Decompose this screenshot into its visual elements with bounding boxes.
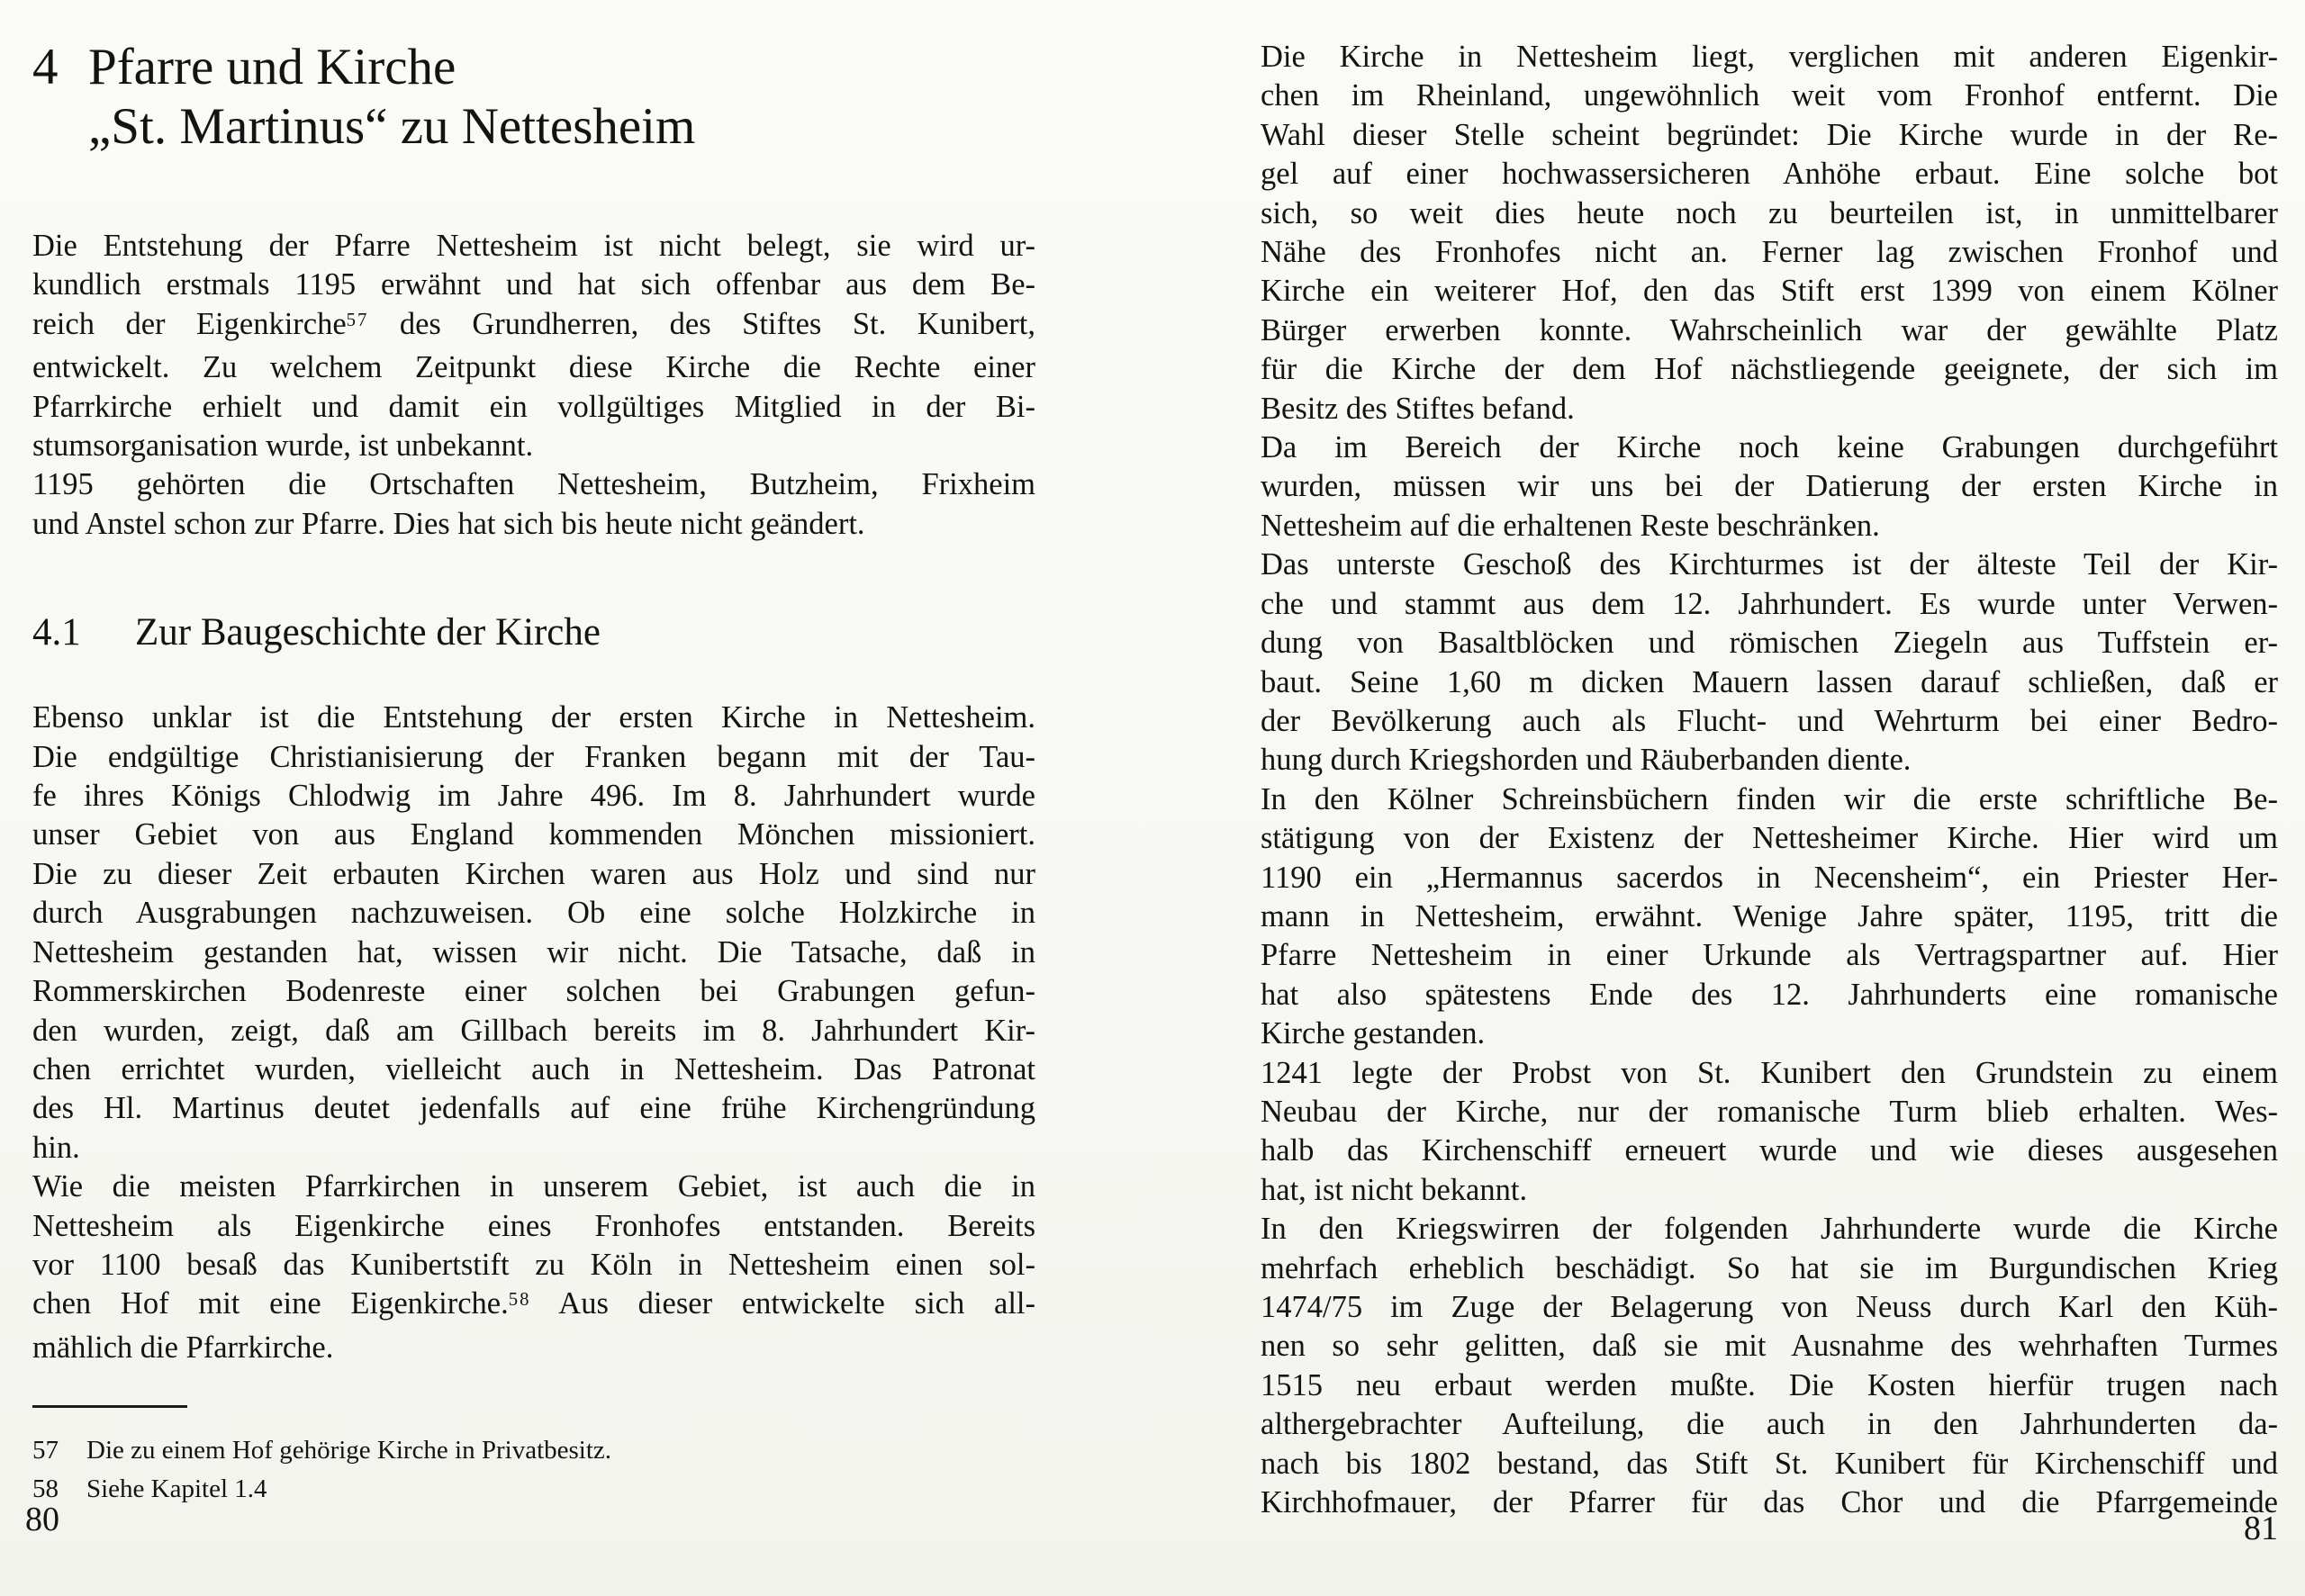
intro-paragraphs (32, 227, 1035, 544)
text-line: Die zu dieser Zeit erbauten Kirchen waren aus Holz und sind nur (32, 856, 1035, 891)
paragraph (32, 1168, 1035, 1367)
right-page-paragraphs (1261, 38, 2278, 1522)
text-line: hat also spätestens Ende des 12. Jahrhunderts eine romanische (1261, 977, 2278, 1012)
chapter-number: 4 (32, 39, 59, 95)
text-line: durch Ausgrabungen nachzuweisen. Ob eine solche Holzkirche in (32, 896, 1035, 931)
text-line: Pfarre Nettesheim in einer Urkunde als Vertragspartner auf. Hier (1261, 938, 2278, 973)
text-line: Nähe des Fronhofes nicht an. Ferner lag zwischen Fronhof und (1261, 235, 2278, 270)
text-line: und Anstel schon zur Pfarre. Dies hat sich bis heute nicht geändert. (32, 506, 865, 541)
text-line: Pfarrkirche erhielt und damit ein vollgültiges Mitglied in der Bi- (32, 389, 1035, 424)
text-line: Besitz des Stiftes befand. (1261, 391, 1575, 426)
paragraph (32, 699, 1035, 1168)
text-line: mann in Nettesheim, erwähnt. Wenige Jahre später, 1195, tritt die (1261, 898, 2278, 933)
text-line: althergebrachter Aufteilung, die auch in den Jahrhunderten da- (1261, 1407, 2278, 1442)
right-page-column (1261, 38, 2278, 1522)
paragraph (1261, 1054, 2278, 1211)
text-line: Rommerskirchen Bodenreste einer solchen bei Grabungen gefun- (32, 974, 1035, 1009)
text-line: 1515 neu erbaut werden mußte. Die Kosten hierfür trugen nach (1261, 1367, 2278, 1402)
text-line: sich, so weit dies heute noch zu beurteilen ist, in unmittelbarer (1261, 195, 2278, 230)
paragraph (1261, 780, 2278, 1054)
section-paragraphs (32, 699, 1035, 1367)
text-line: Die Kirche in Nettesheim liegt, verglichen mit anderen Eigenkir- (1261, 40, 2278, 74)
text-line: Nettesheim als Eigenkirche eines Fronhofes entstanden. Bereits (32, 1208, 1035, 1243)
text-line: chen errichtet wurden, vielleicht auch in Nettesheim. Das Patronat (32, 1051, 1035, 1087)
page-number-right: 81 (2244, 1510, 2278, 1547)
text-line: nen so sehr gelitten, daß sie mit Ausnahme des wehrhaften Turmes (1261, 1329, 2278, 1364)
text-line: Kirche gestanden. (1261, 1016, 1486, 1051)
text-line: vor 1100 besaß das Kunibertstift zu Köln in Nettesheim einen sol- (32, 1247, 1035, 1282)
text-line: chen Hof mit eine Eigenkirche.$^{58}$ Aus dieser entwickelte sich all- (32, 1286, 1035, 1321)
text-line: che und stammt aus dem 12. Jahrhundert. Es wurde unter Verwen- (1261, 586, 2278, 621)
text-line: Kirche ein weiterer Hof, den das Stift erst 1399 von einem Kölner (1261, 274, 2278, 309)
footnote-divider-rule (32, 1405, 187, 1408)
footnote-number: 57 (32, 1436, 59, 1465)
text-line: Nettesheim gestanden hat, wissen wir nicht. Die Tatsache, daß in (32, 934, 1035, 969)
text-line: für die Kirche der dem Hof nächstliegende geeignete, der sich im (1261, 352, 2278, 387)
text-line: hat, ist nicht bekannt. (1261, 1172, 1528, 1207)
section-title: Zur Baugeschichte der Kirche (135, 611, 601, 654)
text-line: baut. Seine 1,60 m dicken Mauern lassen darauf schließen, daß er (1261, 664, 2278, 699)
text-line: kundlich erstmals 1195 erwähnt und hat sich offenbar aus dem Be- (32, 267, 1035, 302)
text-line: Kirchhofmauer, der Pfarrer für das Chor und die Pfarrgemeinde (1261, 1485, 2278, 1520)
text-line: halb das Kirchenschiff erneuert wurde und wie dieses ausgesehen (1261, 1133, 2278, 1168)
paragraph (32, 465, 1035, 544)
section-heading (32, 609, 1035, 657)
paragraph (1261, 38, 2278, 428)
text-line: 1195 gehörten die Ortschaften Nettesheim, Butzheim, Frixheim (32, 467, 1035, 502)
paragraph (1261, 1210, 2278, 1522)
text-line: reich der Eigenkirche$^{57}$ des Grundherren, des Stiftes St. Kunibert, (32, 306, 1035, 341)
page-number-left: 80 (25, 1501, 59, 1538)
text-line: unser Gebiet von aus England kommenden Mönchen missioniert. (32, 817, 1035, 852)
text-line: 1474/75 im Zuge der Belagerung von Neuss durch Karl den Küh- (1261, 1290, 2278, 1324)
paragraph (32, 227, 1035, 465)
text-line: fe ihres Königs Chlodwig im Jahre 496. Im 8. Jahrhundert wurde (32, 779, 1035, 814)
text-line: mehrfach erheblich beschädigt. So hat sie im Burgundischen Krieg (1261, 1250, 2278, 1285)
text-line: gel auf einer hochwassersicheren Anhöhe erbaut. Eine solche bot (1261, 157, 2278, 192)
text-line: des Hl. Martinus deutet jedenfalls auf eine frühe Kirchengründung (32, 1091, 1035, 1126)
paragraph (1261, 546, 2278, 780)
footnote-text: Siehe Kapitel 1.4 (86, 1474, 267, 1504)
footnote-text: Die zu einem Hof gehörige Kirche in Privatbesitz. (86, 1436, 612, 1465)
text-line: 1241 legte der Probst von St. Kunibert den Grundstein zu einem (1261, 1055, 2278, 1090)
text-line: Wie die meisten Pfarrkirchen in unserem Gebiet, ist auch die in (32, 1169, 1035, 1204)
text-line: Nettesheim auf die erhaltenen Reste beschränken. (1261, 508, 1880, 543)
section-number: 4.1 (32, 611, 81, 654)
text-line: Ebenso unklar ist die Entstehung der ersten Kirche in Nettesheim. (32, 700, 1035, 735)
text-line: mählich die Pfarrkirche. (32, 1330, 334, 1365)
text-line: dung von Basaltblöcken und römischen Ziegeln aus Tuffstein er- (1261, 626, 2278, 661)
text-line: In den Kölner Schreinsbüchern finden wir die erste schriftliche Be- (1261, 781, 2278, 816)
text-line: den wurden, zeigt, daß am Gillbach bereits im 8. Jahrhundert Kir- (32, 1013, 1035, 1048)
text-line: In den Kriegswirren der folgenden Jahrhunderte wurde die Kirche (1261, 1212, 2278, 1247)
chapter-heading (32, 38, 1035, 157)
text-line: Neubau der Kirche, nur der romanische Turm blieb erhalten. Wes- (1261, 1094, 2278, 1129)
text-line: 1190 ein „Hermannus sacerdos in Necensheim“, ein Priester Her- (1261, 860, 2278, 895)
text-line: hung durch Kriegshorden und Räuberbanden diente. (1261, 743, 1912, 778)
chapter-title-line1: Pfarre und Kirche (88, 39, 456, 95)
text-line: hin. (32, 1130, 80, 1165)
text-line: Die Entstehung der Pfarre Nettesheim ist nicht belegt, sie wird ur- (32, 229, 1035, 263)
chapter-title (88, 38, 1035, 157)
text-line: Da im Bereich der Kirche noch keine Grabungen durchgeführt (1261, 430, 2278, 465)
text-line: chen im Rheinland, ungewöhnlich weit vom Fronhof entfernt. Die (1261, 78, 2278, 113)
text-line: stätigung von der Existenz der Nettesheimer Kirche. Hier wird um (1261, 821, 2278, 856)
text-line: entwickelt. Zu welchem Zeitpunkt diese Kirche die Rechte einer (32, 350, 1035, 385)
text-line: Das unterste Geschoß des Kirchturmes ist der älteste Teil der Kir- (1261, 547, 2278, 582)
left-page-column (32, 38, 1035, 1509)
text-line: Bürger erwerben konnte. Wahrscheinlich war der gewählte Platz (1261, 312, 2278, 347)
text-line: Die endgültige Christianisierung der Franken begann mit der Tau- (32, 739, 1035, 774)
chapter-title-line2: „St. Martinus“ zu Nettesheim (88, 98, 696, 155)
footnote (32, 1431, 1035, 1470)
text-line: Wahl dieser Stelle scheint begründet: Die Kirche wurde in der Re- (1261, 117, 2278, 152)
footnote (32, 1470, 1035, 1509)
text-line: stumsorganisation wurde, ist unbekannt. (32, 428, 534, 464)
footnotes-block (32, 1405, 1035, 1509)
text-line: nach bis 1802 bestand, das Stift St. Kunibert für Kirchenschiff und (1261, 1446, 2278, 1481)
text-line: wurden, müssen wir uns bei der Datierung der ersten Kirche in (1261, 469, 2278, 504)
text-line: der Bevölkerung auch als Flucht- und Wehrturm bei einer Bedro- (1261, 703, 2278, 738)
footnote-number: 58 (32, 1474, 59, 1504)
paragraph (1261, 428, 2278, 546)
